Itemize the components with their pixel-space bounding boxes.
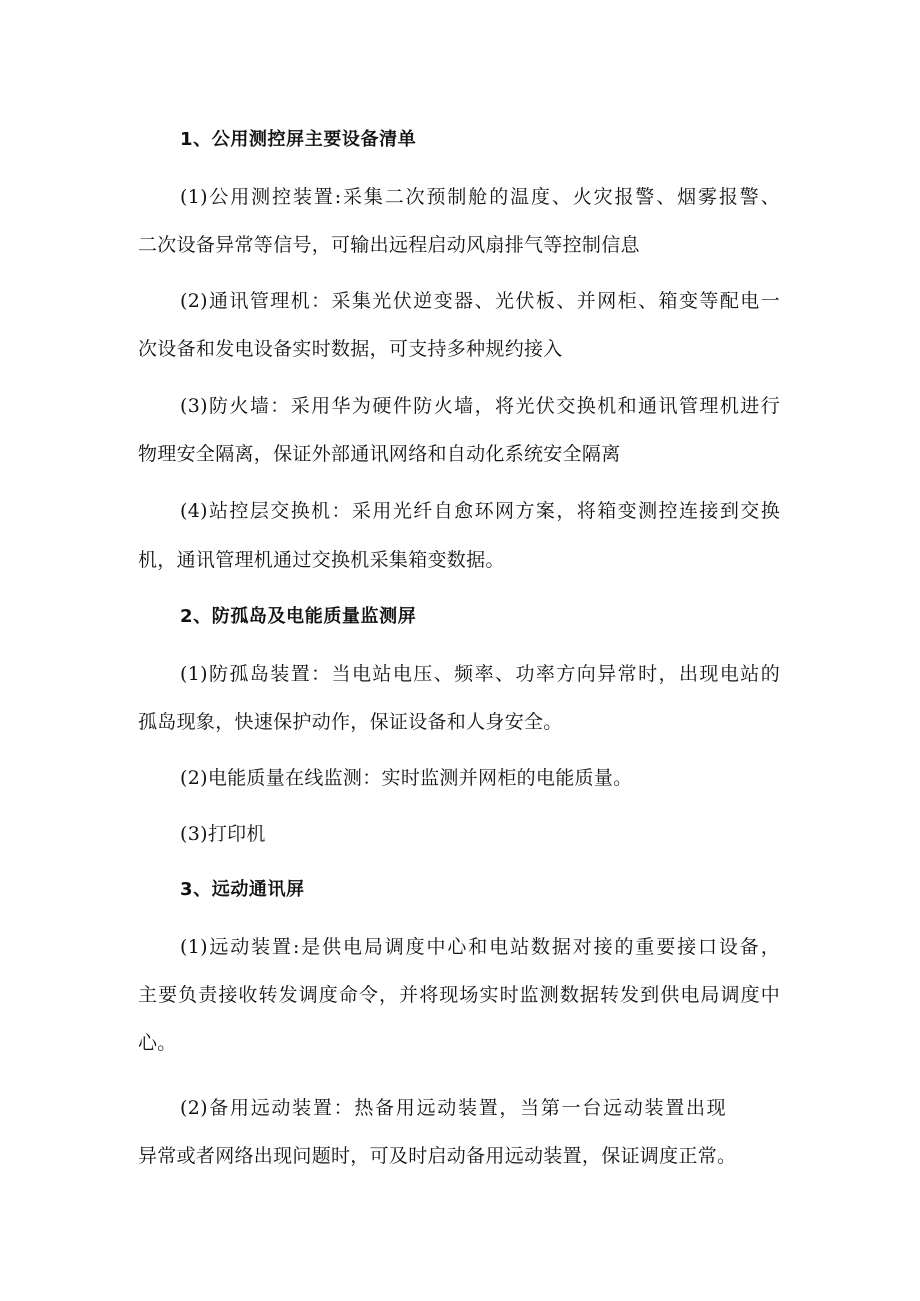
s1-item2-line2: 次设备和发电设备实时数据，可支持多种规约接入 — [138, 338, 563, 360]
s1-item3-line2: 物理安全隔离，保证外部通讯网络和自动化系统安全隔离 — [138, 443, 621, 465]
s3-item2-line2: 异常或者网络出现问题时，可及时启动备用远动装置，保证调度正常。 — [138, 1145, 737, 1167]
s1-item4-line2: 机，通讯管理机通过交换机采集箱变数据。 — [138, 549, 505, 571]
section-2-heading: 2、防孤岛及电能质量监测屏 — [180, 606, 417, 627]
s1-item4-line1: (4)站控层交换机：采用光纤自愈环网方案，将箱变测控连接到交换 — [180, 500, 780, 522]
s3-item2-line1: (2)备用远动装置：热备用远动装置，当第一台远动装置出现 — [180, 1097, 726, 1119]
s3-item1-line3: 心。 — [138, 1032, 177, 1054]
s1-item1-line2: 二次设备异常等信号，可输出远程启动风扇排气等控制信息 — [138, 234, 640, 256]
s1-item2-line1: (2)通讯管理机：采集光伏逆变器、光伏板、并网柜、箱变等配电一 — [180, 290, 780, 312]
section-3-heading: 3、远动通讯屏 — [180, 879, 305, 900]
s1-item3-line1: (3)防火墙：采用华为硬件防火墙，将光伏交换机和通讯管理机进行 — [180, 395, 780, 417]
s3-item1-line1: (1)远动装置:是供电局调度中心和电站数据对接的重要接口设备， — [180, 936, 780, 958]
section-1-heading: 1、公用测控屏主要设备清单 — [180, 129, 417, 150]
s2-item1-line2: 孤岛现象，快速保护动作，保证设备和人身安全。 — [138, 711, 563, 733]
s3-item1-line2: 主要负责接收转发调度命令，并将现场实时监测数据转发到供电局调度中 — [138, 984, 780, 1006]
s2-item1-line1: (1)防孤岛装置：当电站电压、频率、功率方向异常时，出现电站的 — [180, 663, 780, 685]
s2-item3-line1: (3)打印机 — [180, 823, 266, 845]
s2-item2-line1: (2)电能质量在线监测：实时监测并网柜的电能质量。 — [180, 767, 633, 789]
s1-item1-line1: (1)公用测控装置:采集二次预制舱的温度、火灾报警、烟雾报警、 — [180, 186, 780, 208]
